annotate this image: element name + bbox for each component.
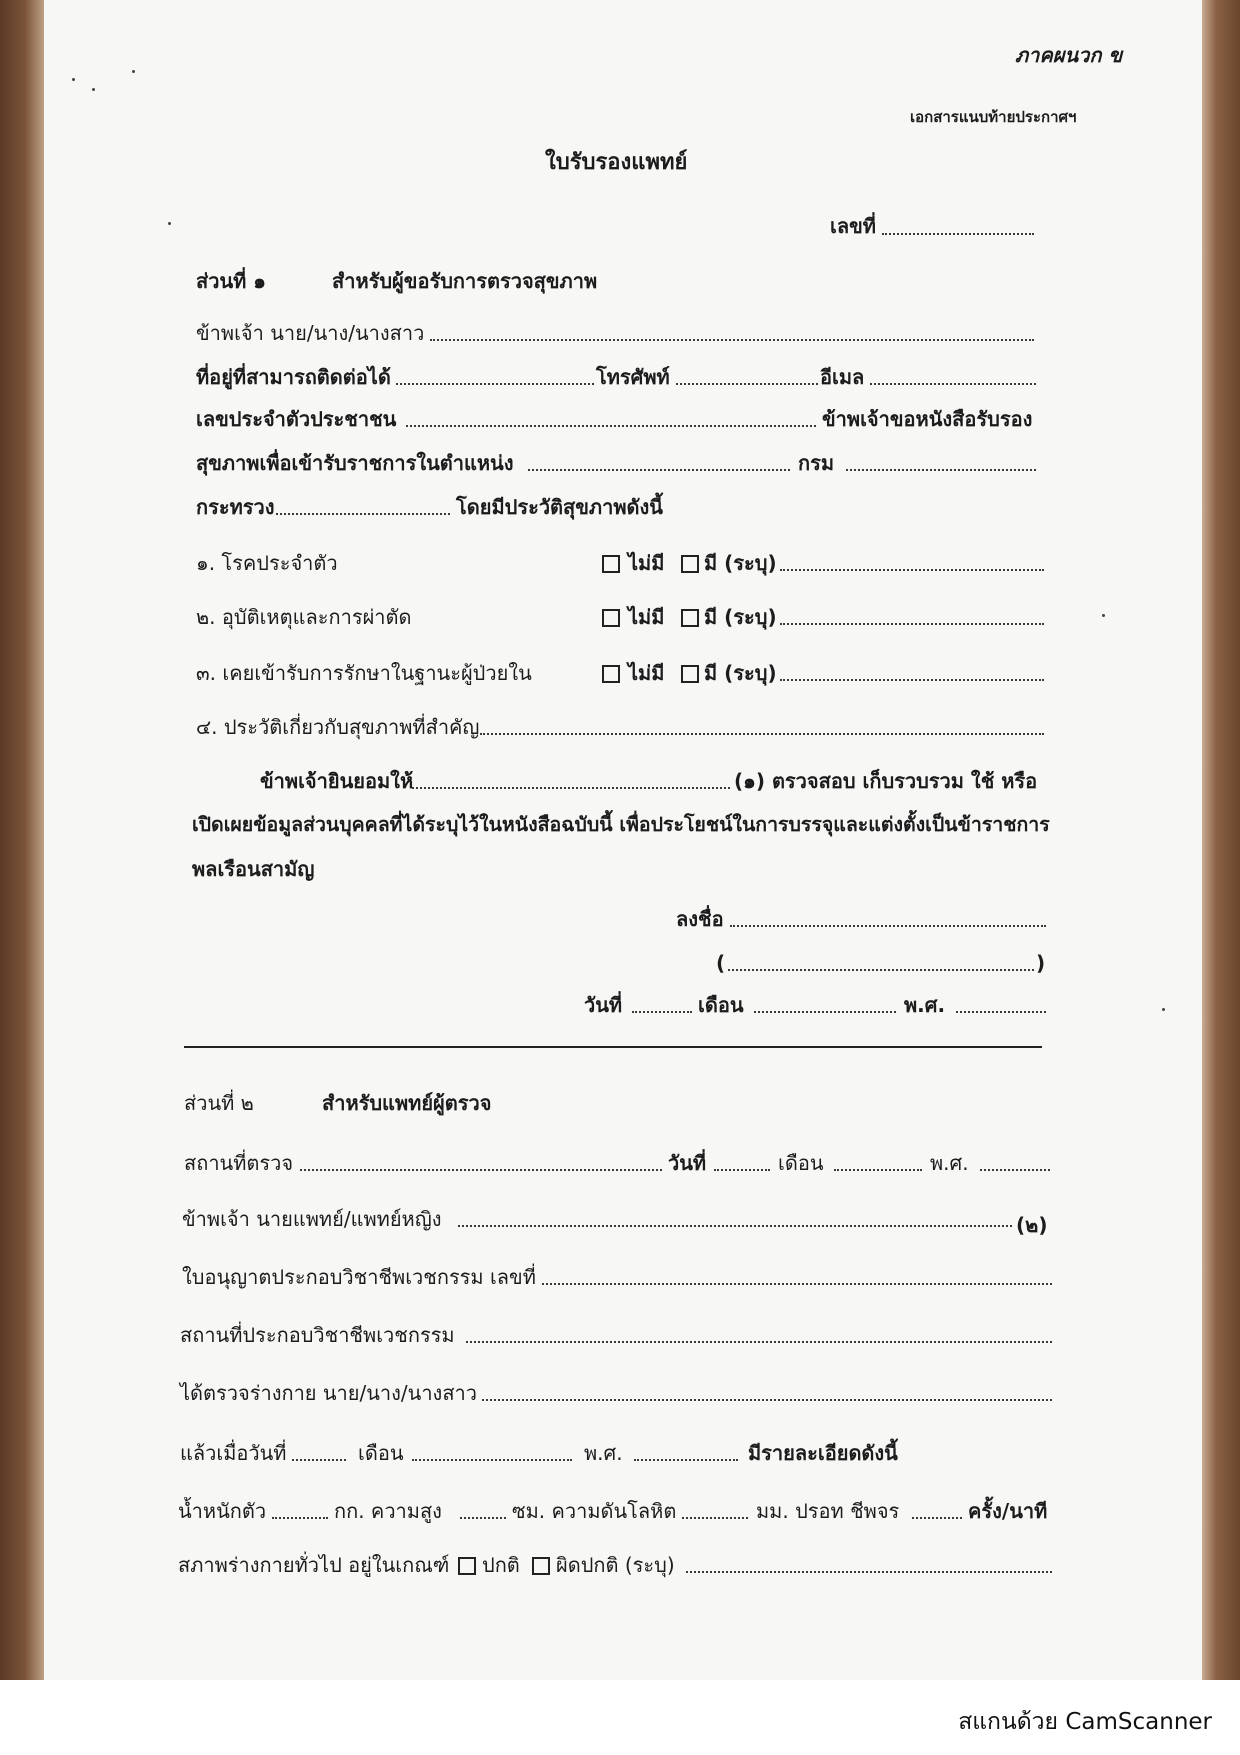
- paren-open: (: [716, 951, 726, 975]
- normal-label: ปกติ: [482, 1553, 520, 1577]
- weight-label: น้ำหนักตัว: [178, 1499, 267, 1523]
- pulse-field[interactable]: [912, 1517, 962, 1519]
- position-field[interactable]: [528, 469, 790, 471]
- checkbox-normal[interactable]: [458, 1557, 476, 1575]
- position-label: สุขภาพเพื่อเข้ารับราชการในตำแหน่ง: [196, 451, 514, 475]
- bpm-label: ครั้ง/นาที: [968, 1499, 1048, 1523]
- exam-year-field[interactable]: [980, 1169, 1050, 1171]
- applicant-name-label: ข้าพเจ้า นาย/นาง/นางสาว: [196, 321, 425, 345]
- height-field[interactable]: [460, 1517, 506, 1519]
- sign-year-label: พ.ศ.: [904, 993, 946, 1017]
- examined-month-field[interactable]: [412, 1459, 572, 1461]
- address-field[interactable]: [396, 383, 594, 385]
- cm-bp-label: ซม. ความดันโลหิต: [512, 1499, 677, 1523]
- consent-line-2: เปิดเผยข้อมูลส่วนบุคคลที่ได้ระบุไว้ในหนังสือฉบับนี้ เพื่อประโยชน์ในการบรรจุและแต่งตั้งเป็นข้าราชการ: [192, 813, 1050, 836]
- health-item-label: ๑. โรคประจำตัว: [196, 551, 338, 575]
- sign-month-field[interactable]: [754, 1011, 896, 1013]
- examined-year-field[interactable]: [634, 1459, 738, 1461]
- sign-year-field[interactable]: [956, 1011, 1046, 1013]
- checkbox-yes[interactable]: [681, 665, 699, 683]
- option-yes-label: มี (ระบุ): [704, 661, 777, 685]
- attachment-label: เอกสารแนบท้ายประกาศฯ: [910, 108, 1077, 126]
- part2-heading-text: สำหรับแพทย์ผู้ตรวจ: [322, 1091, 492, 1115]
- department-label: กรม: [798, 451, 835, 475]
- phone-field[interactable]: [676, 383, 818, 385]
- scan-speck: [1162, 1008, 1165, 1011]
- consent-line-3: พลเรือนสามัญ: [192, 857, 315, 881]
- exam-place-field[interactable]: [300, 1169, 662, 1171]
- examined-month-label: เดือน: [358, 1441, 404, 1465]
- mmhg-pulse-label: มม. ปรอท ชีพจร: [756, 1499, 900, 1523]
- license-label: ใบอนุญาตประกอบวิชาชีพเวชกรรม เลขที่: [182, 1265, 536, 1289]
- address-label: ที่อยู่ที่สามารถติดต่อได้: [196, 365, 391, 389]
- request-label: ข้าพเจ้าขอหนังสือรับรอง: [822, 407, 1033, 431]
- scan-edge-right: [1200, 0, 1240, 1680]
- health-item-4-field[interactable]: [480, 733, 1044, 735]
- option-no-label: ไม่มี: [628, 605, 665, 629]
- option-no-label: ไม่มี: [628, 551, 665, 575]
- scan-speck: [168, 222, 171, 225]
- examined-day-field[interactable]: [292, 1459, 346, 1461]
- consent-start: ข้าพเจ้ายินยอมให้: [260, 769, 414, 793]
- exam-month-field[interactable]: [834, 1169, 922, 1171]
- camscanner-watermark: สแกนด้วย CamScanner: [958, 1709, 1212, 1735]
- scan-speck: [1102, 614, 1105, 617]
- ministry-label: กระทรวง: [196, 495, 275, 519]
- examined-person-field[interactable]: [482, 1399, 1052, 1401]
- exam-year-label: พ.ศ.: [930, 1151, 969, 1175]
- practice-place-field[interactable]: [466, 1341, 1052, 1343]
- examined-person-label: ได้ตรวจร่างกาย นาย/นาง/นางสาว: [180, 1381, 477, 1405]
- exam-place-label: สถานที่ตรวจ: [184, 1151, 294, 1175]
- consent-party-field[interactable]: [412, 787, 730, 789]
- doctor-name-label: ข้าพเจ้า นายแพทย์/แพทย์หญิง: [182, 1207, 442, 1231]
- phone-label: โทรศัพท์: [596, 365, 670, 389]
- option-yes-label: มี (ระบุ): [704, 605, 777, 629]
- kg-height-label: กก. ความสูง: [334, 1499, 442, 1523]
- sign-date-label: วันที่: [584, 993, 623, 1017]
- email-label: อีเมล: [820, 365, 865, 389]
- national-id-label: เลขประจำตัวประชาชน: [196, 407, 397, 431]
- printed-name-field[interactable]: [728, 969, 1034, 971]
- details-label: มีรายละเอียดดังนี้: [748, 1441, 898, 1465]
- health-item-detail-field[interactable]: [780, 569, 1044, 571]
- license-number-field[interactable]: [542, 1283, 1052, 1285]
- checkbox-no[interactable]: [602, 555, 620, 573]
- signature-field[interactable]: [730, 925, 1046, 927]
- department-field[interactable]: [846, 469, 1036, 471]
- checkbox-abnormal[interactable]: [532, 1557, 550, 1575]
- weight-field[interactable]: [272, 1517, 328, 1519]
- ministry-field[interactable]: [276, 513, 450, 515]
- checkbox-no[interactable]: [602, 609, 620, 627]
- abnormal-label: ผิดปกติ (ระบุ): [556, 1553, 675, 1577]
- health-item-label: ๒. อุบัติเหตุและการผ่าตัด: [196, 605, 412, 629]
- practice-place-label: สถานที่ประกอบวิชาชีพเวชกรรม: [180, 1323, 455, 1347]
- appendix-label: ภาคผนวก ข: [1015, 43, 1123, 67]
- part1-heading-number: ส่วนที่ ๑: [196, 269, 266, 293]
- checkbox-yes[interactable]: [681, 609, 699, 627]
- checkbox-no[interactable]: [602, 665, 620, 683]
- signature-label: ลงชื่อ: [676, 907, 724, 931]
- scan-speck: [132, 70, 135, 73]
- email-field[interactable]: [870, 383, 1036, 385]
- exam-date-label: วันที่: [668, 1151, 707, 1175]
- sign-month-label: เดือน: [698, 993, 744, 1017]
- part1-heading-text: สำหรับผู้ขอรับการตรวจสุขภาพ: [332, 269, 598, 293]
- abnormal-detail-field[interactable]: [686, 1571, 1052, 1573]
- document-page: [44, 0, 1202, 1680]
- exam-day-field[interactable]: [714, 1169, 770, 1171]
- general-condition-label: สภาพร่างกายทั่วไป อยู่ในเกณฑ์: [178, 1553, 450, 1577]
- sign-day-field[interactable]: [632, 1011, 692, 1013]
- examined-date-label: แล้วเมื่อวันที่: [180, 1441, 287, 1465]
- blood-pressure-field[interactable]: [682, 1517, 748, 1519]
- doctor-footnote: (๒): [1016, 1213, 1048, 1237]
- part2-heading-number: ส่วนที่ ๒: [184, 1091, 254, 1115]
- consent-end: (๑) ตรวจสอบ เก็บรวบรวม ใช้ หรือ: [734, 769, 1038, 793]
- doctor-name-field[interactable]: [458, 1225, 1012, 1227]
- option-no-label: ไม่มี: [628, 661, 665, 685]
- option-yes-label: มี (ระบุ): [704, 551, 777, 575]
- scan-speck: [92, 88, 95, 91]
- scan-speck: [72, 78, 75, 81]
- number-field[interactable]: [882, 233, 1034, 235]
- number-label: เลขที่: [830, 214, 876, 238]
- health-item-detail-field[interactable]: [780, 623, 1044, 625]
- history-intro-label: โดยมีประวัติสุขภาพดังนี้: [456, 495, 663, 519]
- paren-close: ): [1036, 951, 1046, 975]
- checkbox-yes[interactable]: [681, 555, 699, 573]
- applicant-name-field[interactable]: [430, 339, 1034, 341]
- health-item-detail-field[interactable]: [780, 679, 1044, 681]
- health-item-4-label: ๔. ประวัติเกี่ยวกับสุขภาพที่สำคัญ: [196, 715, 480, 739]
- document-title: ใบรับรองแพทย์: [545, 150, 688, 175]
- health-item-label: ๓. เคยเข้ารับการรักษาในฐานะผู้ป่วยใน: [196, 661, 532, 685]
- scan-edge-left: [0, 0, 46, 1680]
- exam-month-label: เดือน: [778, 1151, 824, 1175]
- national-id-field[interactable]: [406, 425, 816, 427]
- examined-year-label: พ.ศ.: [584, 1441, 623, 1465]
- section-divider: [184, 1046, 1042, 1048]
